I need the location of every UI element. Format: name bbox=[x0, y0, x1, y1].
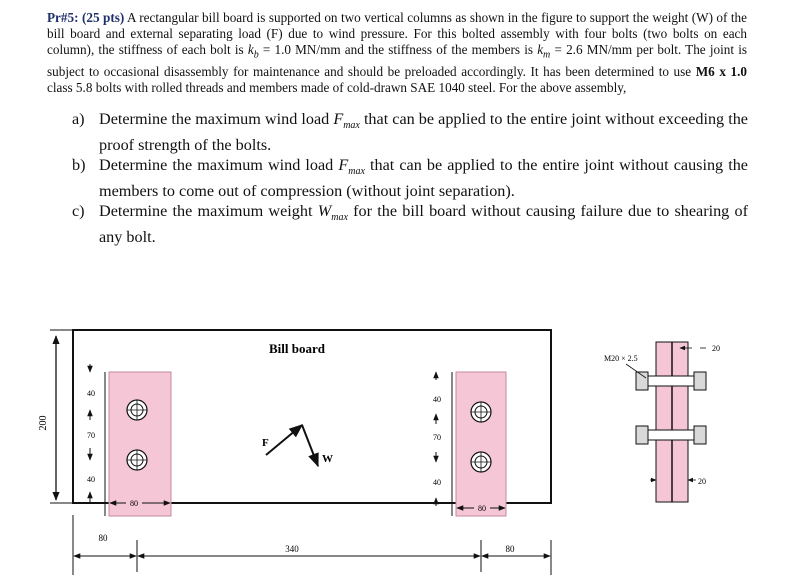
bolt-size-label: M20 × 2.5 bbox=[604, 354, 638, 363]
symbol bbox=[317, 201, 348, 223]
bolt-icon bbox=[471, 452, 491, 472]
joint-side-view bbox=[636, 342, 706, 502]
problem-text-1: A rectangular bill board is supported on two vertical columns as shown in the figure to support the weight (W) of the bill board and external separating load (F) due to wind pressure. For this bolted assembly with four bolts (two bolts on each column), the stiffness of each bolt is bbox=[47, 10, 747, 58]
problem-statement bbox=[47, 10, 747, 97]
dim-height: 200 bbox=[38, 415, 49, 431]
part-pre: Determine the maximum wind load bbox=[99, 155, 339, 174]
left-dim-bottom: 40 bbox=[87, 475, 95, 484]
bolt-icon bbox=[127, 400, 147, 420]
force-F-label: F bbox=[262, 437, 269, 449]
left-dim-top: 40 bbox=[87, 389, 95, 398]
kb-letter: k bbox=[247, 42, 254, 58]
symbol-letter: F bbox=[333, 110, 344, 128]
kb-subscript: b bbox=[253, 50, 259, 62]
force-F-arrow bbox=[266, 425, 302, 455]
symbol bbox=[333, 110, 360, 132]
question-parts bbox=[72, 110, 748, 247]
bolt-icon bbox=[471, 402, 491, 422]
part-b bbox=[72, 156, 748, 201]
part-text bbox=[99, 156, 748, 201]
right-dim-top: 40 bbox=[433, 395, 441, 404]
left-column bbox=[109, 372, 171, 516]
part-letter: a) bbox=[72, 110, 85, 128]
billboard-title: Bill board bbox=[269, 341, 325, 356]
bottom-dim-left: 80 bbox=[98, 533, 108, 543]
right-dim-bottom: 40 bbox=[433, 478, 441, 487]
problem-text-3: = 2.6 MN/mm per bolt. The joint is subject to occasional disassembly for maintenance and should be preloaded accordingly. It has been determined to use bbox=[47, 42, 748, 80]
part-a bbox=[72, 110, 748, 155]
km-subscript: m bbox=[543, 50, 551, 62]
km-letter: k bbox=[537, 42, 544, 58]
part-c bbox=[72, 202, 748, 247]
bottom-dim-mid: 340 bbox=[285, 544, 299, 554]
force-W-label: W bbox=[322, 453, 333, 465]
symbol-subscript: max bbox=[343, 120, 360, 132]
km-symbol bbox=[537, 42, 551, 62]
part-letter: b) bbox=[72, 155, 86, 174]
right-col-width: 80 bbox=[478, 504, 486, 513]
left-col-width: 80 bbox=[130, 499, 138, 508]
bolt-spec: M6 x 1.0 bbox=[695, 64, 748, 80]
side-dim-bottom: 20 bbox=[698, 477, 706, 486]
part-text bbox=[99, 110, 748, 155]
right-dim-mid: 70 bbox=[433, 433, 441, 442]
symbol-subscript: max bbox=[331, 211, 348, 223]
force-W-arrow bbox=[302, 425, 318, 466]
symbol-subscript: max bbox=[348, 166, 365, 178]
symbol-letter: F bbox=[338, 155, 349, 174]
left-dim-mid: 70 bbox=[87, 431, 95, 440]
part-post: that can be applied to the entire joint without exceeding the proof strength of the bolts. bbox=[99, 110, 748, 155]
bolt-icon bbox=[127, 450, 147, 470]
bottom-dim-right: 80 bbox=[505, 544, 515, 554]
problem-text-4: class 5.8 bolts with rolled threads and members made of cold-drawn SAE 1040 steel. For the above assembly, bbox=[47, 80, 627, 96]
problem-label: Pr#5: (25 pts) bbox=[47, 10, 125, 25]
part-post: that can be applied to the entire joint without causing the members to come out of compression (without joint separation). bbox=[99, 155, 748, 200]
part-post: for the bill board without causing failure due to shearing of any bolt. bbox=[99, 201, 748, 246]
part-pre: Determine the maximum weight bbox=[99, 201, 318, 220]
part-text bbox=[99, 202, 748, 247]
part-pre: Determine the maximum wind load bbox=[99, 110, 334, 128]
right-column bbox=[456, 372, 506, 516]
symbol-letter: W bbox=[317, 201, 332, 220]
symbol bbox=[338, 155, 365, 178]
kb-symbol bbox=[247, 42, 259, 62]
problem-text-2: = 1.0 MN/mm and the stiffness of the members is bbox=[258, 42, 538, 58]
part-letter: c) bbox=[72, 201, 85, 220]
side-dim-top: 20 bbox=[712, 344, 720, 353]
billboard-figure bbox=[0, 300, 787, 584]
